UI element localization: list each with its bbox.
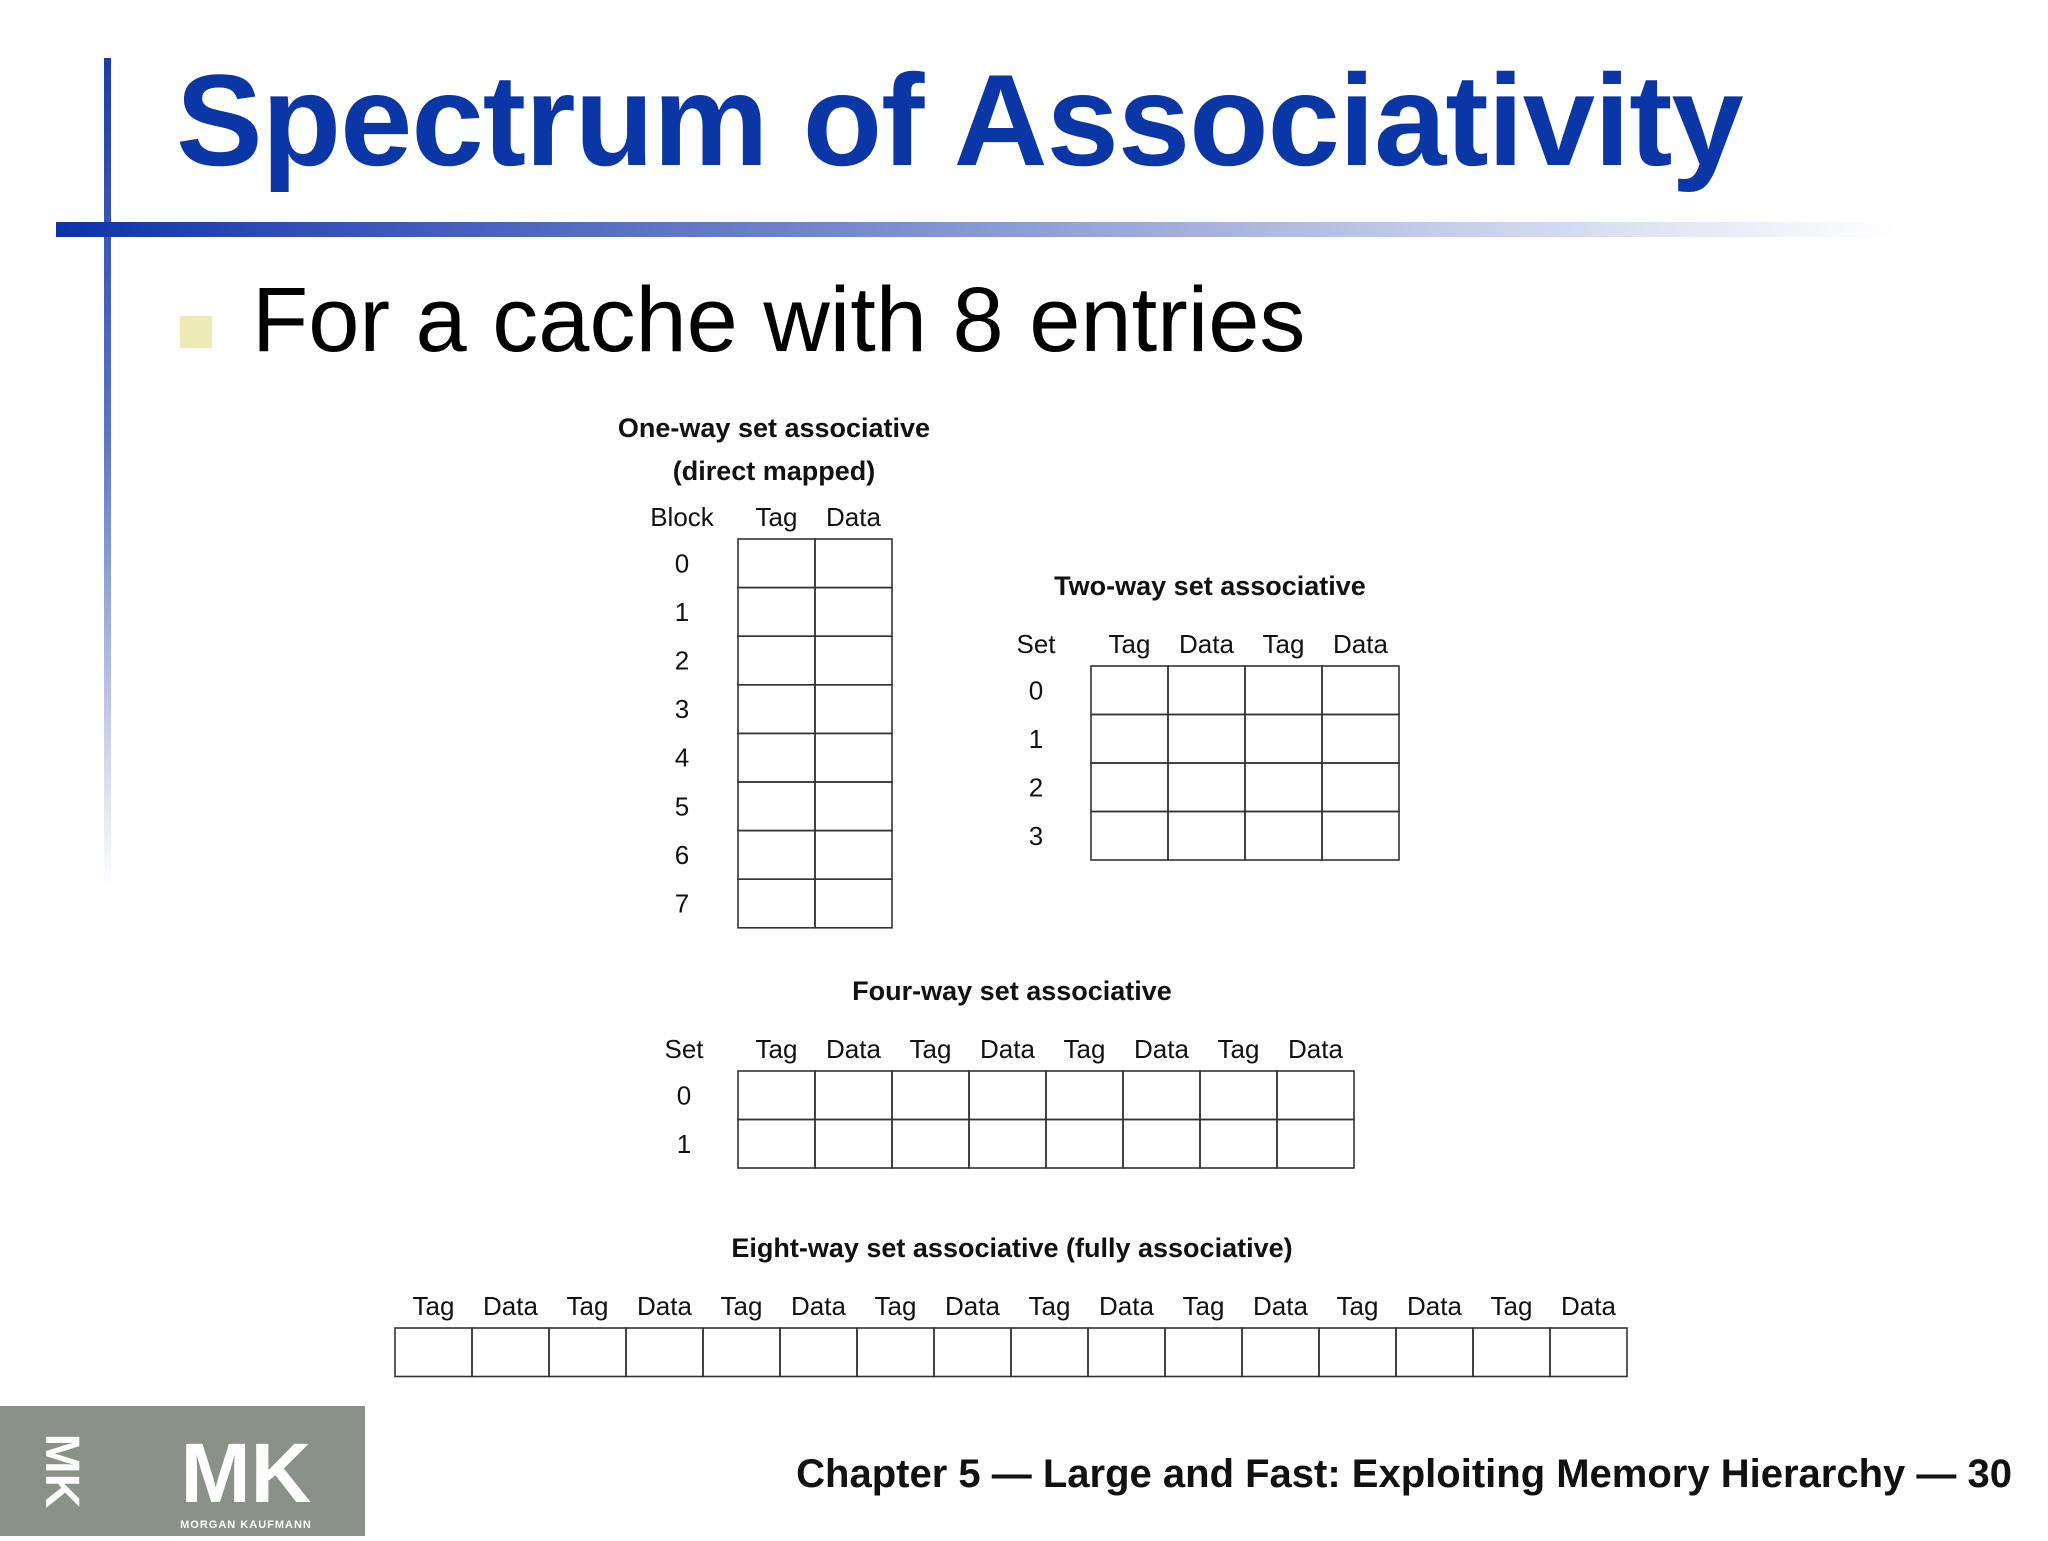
two-way-column-header: Tag <box>1262 629 1305 659</box>
two-way-cell <box>1091 812 1168 861</box>
four-way-cell <box>1046 1071 1123 1120</box>
one-way-cell <box>815 733 892 782</box>
two-way-section <box>1016 571 1399 860</box>
one-way-cell <box>738 539 815 588</box>
one-way-section <box>618 413 930 928</box>
one-way-row-label: 2 <box>674 645 690 676</box>
eight-way-table <box>395 1291 1627 1377</box>
two-way-row-label: 0 <box>1028 675 1044 706</box>
four-way-column-header: Data <box>1134 1034 1189 1064</box>
two-way-table <box>1016 629 1399 860</box>
eight-way-column-header: Tag <box>1336 1291 1379 1321</box>
one-way-title-line-1: One-way set associative <box>617 413 931 443</box>
one-way-row-label: 7 <box>674 888 690 919</box>
eight-way-cell <box>1319 1328 1396 1377</box>
eight-way-cell <box>703 1328 780 1377</box>
one-way-cell <box>738 588 815 637</box>
four-way-section <box>664 976 1354 1168</box>
eight-way-column-header: Tag <box>1182 1291 1225 1321</box>
eight-way-column-header: Tag <box>874 1291 917 1321</box>
one-way-cell <box>738 782 815 831</box>
four-way-column-header: Data <box>980 1034 1035 1064</box>
one-way-cell <box>815 636 892 685</box>
four-way-cell <box>892 1071 969 1120</box>
two-way-cell <box>1245 763 1322 812</box>
two-way-cell <box>1245 666 1322 715</box>
one-way-cell <box>738 879 815 928</box>
two-way-row-header: Set <box>1016 629 1056 659</box>
two-way-cell <box>1168 666 1245 715</box>
two-way-cell <box>1245 812 1322 861</box>
eight-way-cell <box>1550 1328 1627 1377</box>
one-way-row-label: 6 <box>674 839 690 870</box>
one-way-cell <box>738 831 815 880</box>
eight-way-section <box>395 1233 1627 1377</box>
one-way-row-label: 3 <box>674 694 690 725</box>
logo-vertical-mark: MK <box>35 1433 88 1509</box>
eight-way-cell <box>472 1328 549 1377</box>
four-way-row-label: 1 <box>676 1128 692 1159</box>
four-way-column-header: Tag <box>1063 1034 1106 1064</box>
two-way-cell <box>1322 812 1399 861</box>
one-way-cell <box>815 782 892 831</box>
one-way-cell <box>815 685 892 734</box>
one-way-row-label: 1 <box>674 596 690 627</box>
four-way-cell <box>969 1071 1046 1120</box>
eight-way-column-header: Data <box>1253 1291 1308 1321</box>
two-way-cell <box>1168 763 1245 812</box>
eight-way-cell <box>626 1328 703 1377</box>
four-way-table <box>664 1034 1354 1168</box>
two-way-cell <box>1322 763 1399 812</box>
one-way-column-header: Data <box>826 502 881 532</box>
four-way-cell <box>738 1120 815 1169</box>
eight-way-cell <box>1396 1328 1473 1377</box>
four-way-cell <box>815 1071 892 1120</box>
four-way-cell <box>1046 1120 1123 1169</box>
two-way-row-label: 3 <box>1028 820 1044 851</box>
four-way-cell <box>1123 1071 1200 1120</box>
one-way-cell <box>738 685 815 734</box>
eight-way-column-header: Tag <box>1490 1291 1533 1321</box>
one-way-row-label: 4 <box>674 742 690 773</box>
eight-way-column-header: Data <box>483 1291 538 1321</box>
four-way-title: Four-way set associative <box>852 976 1172 1006</box>
eight-way-column-header: Data <box>945 1291 1000 1321</box>
two-way-column-header: Data <box>1333 629 1388 659</box>
two-way-row-label: 2 <box>1028 772 1044 803</box>
one-way-row-label: 5 <box>674 791 690 822</box>
two-way-cell <box>1091 763 1168 812</box>
one-way-cell <box>815 831 892 880</box>
eight-way-cell <box>1165 1328 1242 1377</box>
two-way-cell <box>1091 715 1168 764</box>
four-way-column-header: Data <box>1288 1034 1343 1064</box>
eight-way-column-header: Data <box>637 1291 692 1321</box>
two-way-cell <box>1322 666 1399 715</box>
one-way-row-label: 0 <box>674 548 690 579</box>
four-way-cell <box>892 1120 969 1169</box>
logo-mark-icon <box>0 1406 365 1536</box>
eight-way-cell <box>857 1328 934 1377</box>
two-way-cell <box>1168 812 1245 861</box>
four-way-cell <box>1200 1120 1277 1169</box>
eight-way-cell <box>780 1328 857 1377</box>
two-way-column-header: Tag <box>1108 629 1151 659</box>
four-way-column-header: Data <box>826 1034 881 1064</box>
eight-way-column-header: Tag <box>720 1291 763 1321</box>
eight-way-cell <box>395 1328 472 1377</box>
one-way-column-header: Tag <box>755 502 798 532</box>
one-way-cell <box>815 588 892 637</box>
one-way-title-line-2: (direct mapped) <box>672 456 876 486</box>
two-way-title: Two-way set associative <box>1054 571 1366 601</box>
eight-way-title: Eight-way set associative (fully associative) <box>731 1233 1293 1263</box>
four-way-cell <box>1277 1120 1354 1169</box>
eight-way-cell <box>1088 1328 1165 1377</box>
four-way-row-header: Set <box>664 1034 704 1064</box>
two-way-cell <box>1322 715 1399 764</box>
two-way-row-label: 1 <box>1028 723 1044 754</box>
four-way-cell <box>969 1120 1046 1169</box>
four-way-row-label: 0 <box>676 1080 692 1111</box>
eight-way-cell <box>1011 1328 1088 1377</box>
four-way-cell <box>738 1071 815 1120</box>
bullet-text: For a cache with 8 entries <box>252 269 1306 371</box>
eight-way-column-header: Data <box>791 1291 846 1321</box>
one-way-cell <box>815 879 892 928</box>
publisher-logo <box>0 1406 365 1536</box>
eight-way-column-header: Tag <box>566 1291 609 1321</box>
eight-way-column-header: Data <box>1561 1291 1616 1321</box>
two-way-cell <box>1245 715 1322 764</box>
logo-mark: MK <box>180 1426 312 1520</box>
four-way-cell <box>1277 1071 1354 1120</box>
four-way-cell <box>1200 1071 1277 1120</box>
one-way-row-header: Block <box>650 502 714 532</box>
four-way-column-header: Tag <box>909 1034 952 1064</box>
one-way-table <box>650 502 892 928</box>
logo-vertical-mark-icon <box>35 1434 88 1509</box>
slide-footer: Chapter 5 — Large and Fast: Exploiting Memory Hierarchy — 30 <box>796 1452 2012 1496</box>
eight-way-cell <box>934 1328 1011 1377</box>
two-way-column-header: Data <box>1179 629 1234 659</box>
four-way-column-header: Tag <box>755 1034 798 1064</box>
one-way-cell <box>738 733 815 782</box>
two-way-cell <box>1168 715 1245 764</box>
four-way-cell <box>815 1120 892 1169</box>
eight-way-column-header: Tag <box>1028 1291 1071 1321</box>
four-way-cell <box>1123 1120 1200 1169</box>
one-way-cell <box>815 539 892 588</box>
eight-way-column-header: Data <box>1099 1291 1154 1321</box>
one-way-cell <box>738 636 815 685</box>
eight-way-cell <box>1242 1328 1319 1377</box>
slide-title: Spectrum of Associativity <box>176 47 1743 193</box>
eight-way-column-header: Tag <box>412 1291 455 1321</box>
two-way-cell <box>1091 666 1168 715</box>
logo-subtitle: MORGAN KAUFMANN <box>180 1519 312 1531</box>
eight-way-cell <box>1473 1328 1550 1377</box>
four-way-column-header: Tag <box>1217 1034 1260 1064</box>
eight-way-column-header: Data <box>1407 1291 1462 1321</box>
eight-way-cell <box>549 1328 626 1377</box>
